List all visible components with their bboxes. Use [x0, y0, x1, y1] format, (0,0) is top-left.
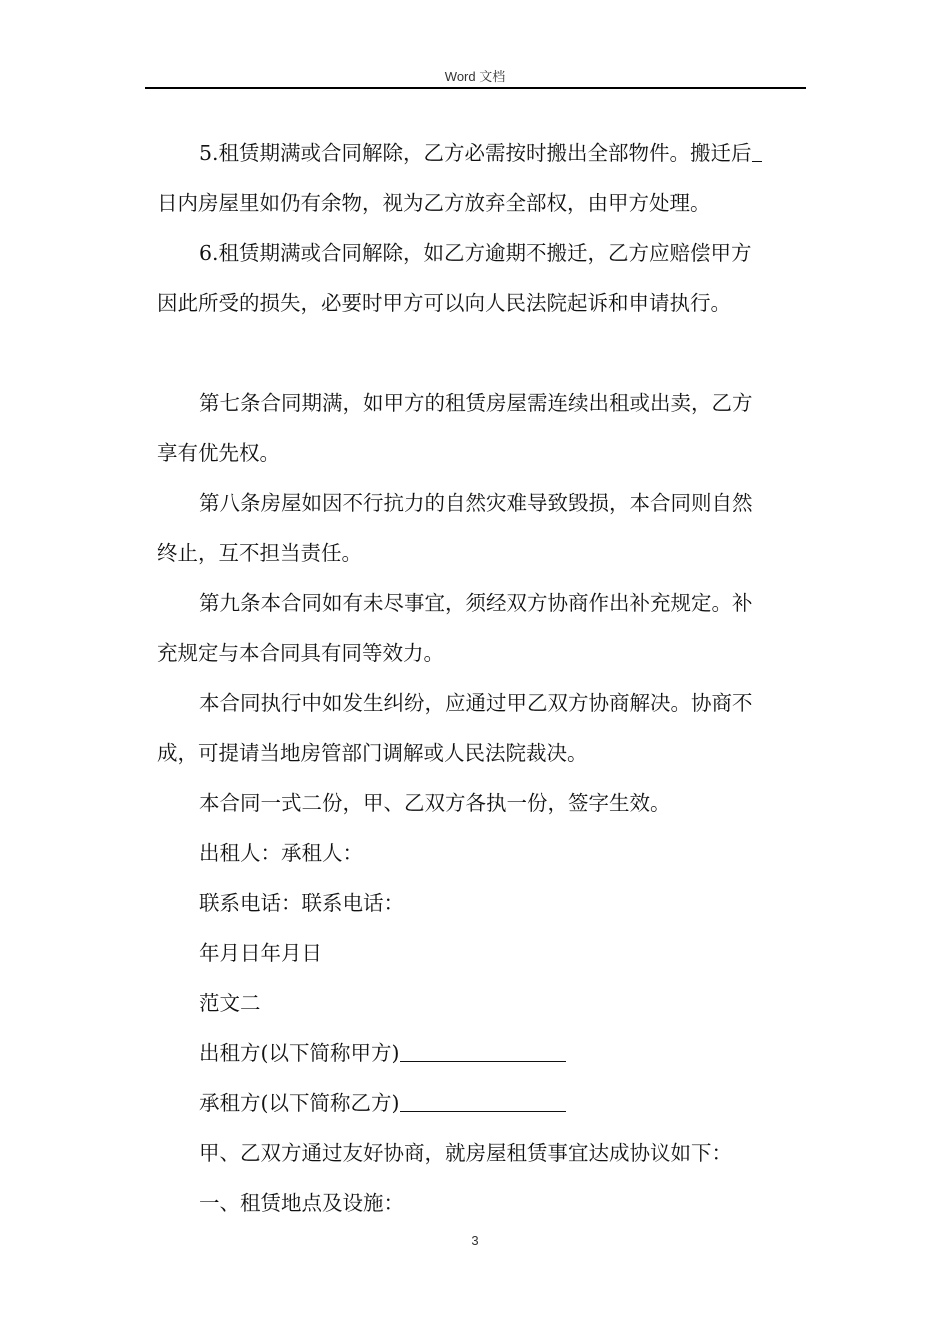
header-divider [145, 87, 806, 89]
paragraph-text: 成，可提请当地房管部门调解或人民法院裁决。 [157, 741, 588, 765]
paragraph-text: 承租方(以下简称乙方) [199, 1091, 400, 1115]
date-line: 年月日年月日 [199, 941, 322, 965]
fill-blank [400, 1093, 566, 1112]
phone-line: 联系电话：联系电话： [199, 891, 404, 915]
fill-blank [752, 143, 762, 162]
sample-heading: 范文二 [199, 991, 261, 1015]
paragraph-item-5 [157, 128, 803, 228]
article-7 [157, 378, 803, 478]
section-heading: 一、租赁地点及设施： [199, 1191, 404, 1215]
paragraph-text: 享有优先权。 [157, 441, 280, 465]
paragraph-text: 本合同执行中如发生纠纷，应通过甲乙双方协商解决。协商不 [199, 691, 753, 715]
lessor-line [178, 1028, 803, 1078]
paragraph-spacer [178, 328, 803, 378]
article-8 [157, 478, 803, 578]
page-number: 3 [471, 1233, 479, 1248]
copies-clause: 本合同一式二份，甲、乙双方各执一份，签字生效。 [199, 791, 671, 815]
article-9 [157, 578, 803, 678]
lessee-line [178, 1078, 803, 1128]
agreement-intro: 甲、乙双方通过友好协商，就房屋租赁事宜达成协议如下： [199, 1141, 732, 1165]
parties-signature-line: 出租人：承租人： [199, 841, 363, 865]
paragraph-text: 第七条合同期满，如甲方的租赁房屋需连续出租或出卖，乙方 [199, 391, 753, 415]
paragraph-text: 日内房屋里如仍有余物，视为乙方放弃全部权，由甲方处理。 [157, 191, 711, 215]
page-header: Word 文档 [444, 69, 506, 84]
dispute-clause [157, 678, 803, 778]
paragraph-text: 出租方(以下简称甲方) [199, 1041, 400, 1065]
paragraph-text: 终止，互不担当责任。 [157, 541, 362, 565]
paragraph-text: 6.租赁期满或合同解除，如乙方逾期不搬迁，乙方应赔偿甲方 [199, 241, 752, 265]
paragraph-text: 第八条房屋如因不行抗力的自然灾难导致毁损，本合同则自然 [199, 491, 753, 515]
paragraph-text: 第九条本合同如有未尽事宜，须经双方协商作出补充规定。补 [199, 591, 753, 615]
paragraph-text: 5.租赁期满或合同解除，乙方必需按时搬出全部物件。搬迁后 [199, 141, 752, 165]
document-body [157, 128, 803, 1228]
paragraph-text: 因此所受的损失，必要时甲方可以向人民法院起诉和申请执行。 [157, 291, 731, 315]
fill-blank [400, 1043, 566, 1062]
paragraph-text: 充规定与本合同具有同等效力。 [157, 641, 444, 665]
paragraph-item-6 [157, 228, 803, 328]
